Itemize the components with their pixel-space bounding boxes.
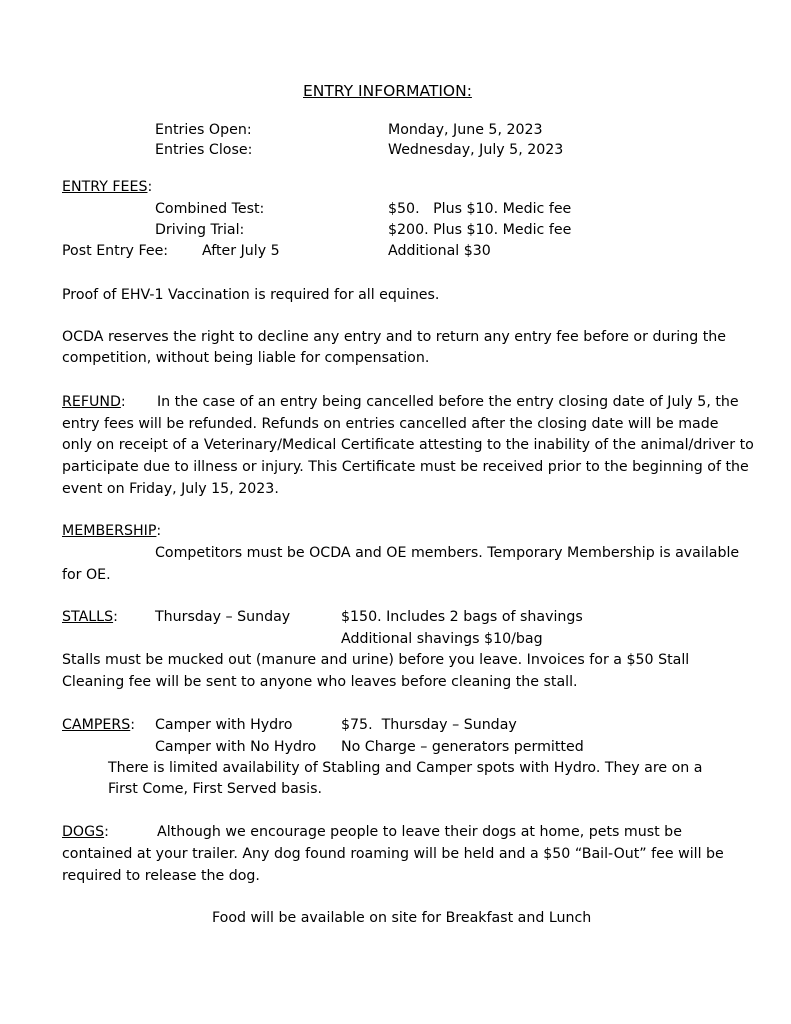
page-title: ENTRY INFORMATION: xyxy=(303,82,472,100)
entries-close-label: Entries Close: xyxy=(155,142,253,158)
stalls-extra: Additional shavings $10/bag xyxy=(341,631,543,647)
entry-fees-heading: ENTRY FEES: xyxy=(62,179,153,195)
entries-close-value: Wednesday, July 5, 2023 xyxy=(388,142,564,158)
refund-line: only on receipt of a Veterinary/Medical Certificate attesting to the inability of the animal/driver to xyxy=(62,437,754,453)
camper-nohydro-price: No Charge – generators permitted xyxy=(341,739,584,755)
dogs-heading: DOGS: xyxy=(62,824,109,840)
stalls-note: Cleaning fee will be sent to anyone who leaves before cleaning the stall. xyxy=(62,674,578,690)
dogs-line: required to release the dog. xyxy=(62,868,260,884)
driving-trial-label: Driving Trial: xyxy=(155,222,245,238)
refund-line: In the case of an entry being cancelled before the entry closing date of July 5, the xyxy=(157,394,739,410)
camper-nohydro-label: Camper with No Hydro xyxy=(155,739,317,755)
membership-heading: MEMBERSHIP: xyxy=(62,523,162,539)
campers-note: First Come, First Served basis. xyxy=(108,781,323,797)
post-entry-when: After July 5 xyxy=(202,243,280,259)
stalls-note: Stalls must be mucked out (manure and urine) before you leave. Invoices for a $50 Stall xyxy=(62,652,690,668)
membership-line: for OE. xyxy=(62,567,111,583)
refund-line: entry fees will be refunded. Refunds on entries cancelled after the closing date will be made xyxy=(62,416,719,432)
stalls-days: Thursday – Sunday xyxy=(155,609,291,625)
refund-line: event on Friday, July 15, 2023. xyxy=(62,481,279,497)
post-entry-fee: Additional $30 xyxy=(388,243,491,259)
refund-line: participate due to illness or injury. This Certificate must be received prior to the beginning of the xyxy=(62,459,749,475)
dogs-line: Although we encourage people to leave their dogs at home, pets must be xyxy=(157,824,682,840)
entries-open-label: Entries Open: xyxy=(155,122,252,138)
reserve-line: competition, without being liable for compensation. xyxy=(62,350,430,366)
driving-trial-fee: $200. Plus $10. Medic fee xyxy=(388,222,572,238)
campers-note: There is limited availability of Stabling and Camper spots with Hydro. They are on a xyxy=(108,760,703,776)
camper-hydro-price: $75. Thursday – Sunday xyxy=(341,717,517,733)
combined-test-label: Combined Test: xyxy=(155,201,265,217)
membership-line: Competitors must be OCDA and OE members. Temporary Membership is available xyxy=(155,545,740,561)
entries-open-value: Monday, June 5, 2023 xyxy=(388,122,543,138)
camper-hydro-label: Camper with Hydro xyxy=(155,717,293,733)
stalls-price: $150. Includes 2 bags of shavings xyxy=(341,609,583,625)
combined-test-fee: $50. Plus $10. Medic fee xyxy=(388,201,572,217)
dogs-line: contained at your trailer. Any dog found roaming will be held and a $50 “Bail-Out” fee will be xyxy=(62,846,724,862)
reserve-line: OCDA reserves the right to decline any entry and to return any entry fee before or during the xyxy=(62,329,727,345)
campers-heading: CAMPERS: xyxy=(62,717,136,733)
post-entry-label: Post Entry Fee: xyxy=(62,243,169,259)
refund-heading: REFUND: xyxy=(62,394,126,410)
vaccination-note: Proof of EHV-1 Vaccination is required for all equines. xyxy=(62,287,440,303)
food-note: Food will be available on site for Breakfast and Lunch xyxy=(212,910,592,926)
stalls-heading: STALLS: xyxy=(62,609,118,625)
